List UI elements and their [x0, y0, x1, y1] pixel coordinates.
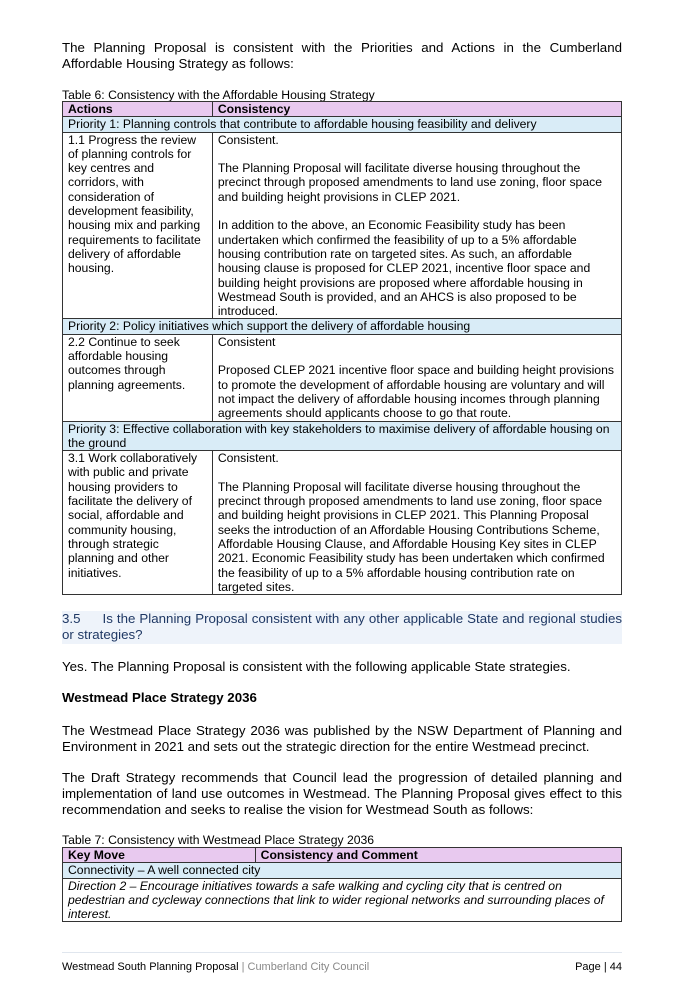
section-heading	[62, 611, 622, 644]
table6-header-actions: Actions	[63, 102, 213, 117]
table6-caption: Table 6: Consistency with the Affordable Housing Strategy	[62, 88, 375, 102]
footer-divider	[62, 952, 622, 953]
priority-1: Priority 1: Planning controls that contribute to affordable housing feasibility and delivery	[63, 117, 622, 132]
table6-header-row	[63, 102, 622, 117]
paragraph-2: The Draft Strategy recommends that Council lead the progression of detailed planning and implementation of land use outcomes in Westmead. The Planning Proposal gives effect to this recommendation and seeks to realise the vision for Westmead South as follows:	[62, 770, 622, 817]
consistency-text: In addition to the above, an Economic Feasibility study has been undertaken which confirmed the feasibility of up to a 5% affordable housing contribution rate on targeted sites. As such, an affordable housing clause is proposed for CLEP 2021, incentive floor space and building height provisions are proposed where affordable housing in Westmead South is provided, and an AHCS is also proposed to be introduced.	[217, 218, 591, 319]
table6-header-consistency: Consistency	[212, 102, 621, 117]
table6-row	[63, 451, 622, 595]
group-connectivity: Connectivity – A well connected city	[63, 863, 622, 878]
table6-priority-row	[63, 319, 622, 334]
footer-council: Cumberland City Council	[247, 961, 370, 973]
section-title: Is the Planning Proposal consistent with any other applicable State and regional studies or strategies?	[62, 611, 622, 642]
table7-header-consistency: Consistency and Comment	[255, 848, 621, 863]
subheading: Westmead Place Strategy 2036	[62, 690, 257, 705]
consistency-status: Consistent.	[217, 132, 279, 147]
table7-caption: Table 7: Consistency with Westmead Place Strategy 2036	[62, 833, 375, 847]
consistency-cell	[212, 451, 621, 595]
action-cell: 3.1 Work collaboratively with public and private housing providers to facilitate the delivery of social, affordable and community housing, through strategic planning and other initiatives.	[63, 451, 213, 595]
consistency-status: Consistent.	[217, 451, 279, 466]
consistency-text: Proposed CLEP 2021 incentive floor space and building height provisions to promote the development of affordable housing are voluntary and will not impact the delivery of affordable housing incomes through planning agreements should applicants choose to go that route.	[217, 363, 614, 421]
intro-paragraph: The Planning Proposal is consistent with the Priorities and Actions in the Cumberland Affordable Housing Strategy as follows:	[62, 40, 622, 71]
footer	[62, 960, 622, 974]
priority-3: Priority 3: Effective collaboration with key stakeholders to maximise delivery of affordable housing on the ground	[63, 421, 622, 451]
table7	[62, 847, 622, 922]
consistency-status: Consistent	[217, 334, 276, 349]
priority-2: Priority 2: Policy initiatives which support the delivery of affordable housing	[63, 319, 622, 334]
table6-row	[63, 334, 622, 421]
footer-title: Westmead South Planning Proposal	[62, 961, 239, 973]
answer-paragraph: Yes. The Planning Proposal is consistent with the following applicable State strategies.	[62, 659, 571, 674]
consistency-text: The Planning Proposal will facilitate diverse housing throughout the precinct through proposed amendments to land use zoning, floor space and building height provisions in CLEP 2021. This Planning Proposal seeks the introduction of an Affordable Housing Contributions Scheme, Affordable Housing Clause, and Affordable Housing Key sites in CLEP 2021. Economic Feasibility study has been undertaken which confirmed the feasibility of up to a 5% affordable housing contribution rate on targeted sites.	[217, 479, 605, 594]
footer-separator: |	[241, 961, 245, 973]
consistency-text: The Planning Proposal will facilitate diverse housing throughout the precinct through proposed amendments to land use zoning, floor space and building height provisions in CLEP 2021.	[217, 161, 602, 204]
table6-priority-row	[63, 421, 622, 451]
action-cell: 1.1 Progress the review of planning controls for key centres and corridors, with consideration of development feasibility, housing mix and parking requirements to facilitate delivery of affordable housing.	[63, 132, 213, 319]
action-cell: 2.2 Continue to seek affordable housing outcomes through planning agreements.	[63, 334, 213, 421]
table7-group-row	[63, 863, 622, 878]
table7-header-row	[63, 848, 622, 863]
consistency-cell	[212, 132, 621, 319]
consistency-cell	[212, 334, 621, 421]
table7-row	[63, 878, 622, 922]
table6-row	[63, 132, 622, 319]
section-number: 3.5	[62, 611, 81, 626]
paragraph-1: The Westmead Place Strategy 2036 was published by the NSW Department of Planning and Environment in 2021 and sets out the strategic direction for the entire Westmead precinct.	[62, 723, 622, 754]
page-number: Page | 44	[575, 961, 622, 973]
table7-header-key-move: Key Move	[63, 848, 256, 863]
table6	[62, 101, 622, 595]
table6-priority-row	[63, 117, 622, 132]
direction-cell: Direction 2 – Encourage initiatives towards a safe walking and cycling city that is centred on pedestrian and cycleway connections that link to wider regional networks and surrounding places of interest.	[63, 878, 622, 922]
